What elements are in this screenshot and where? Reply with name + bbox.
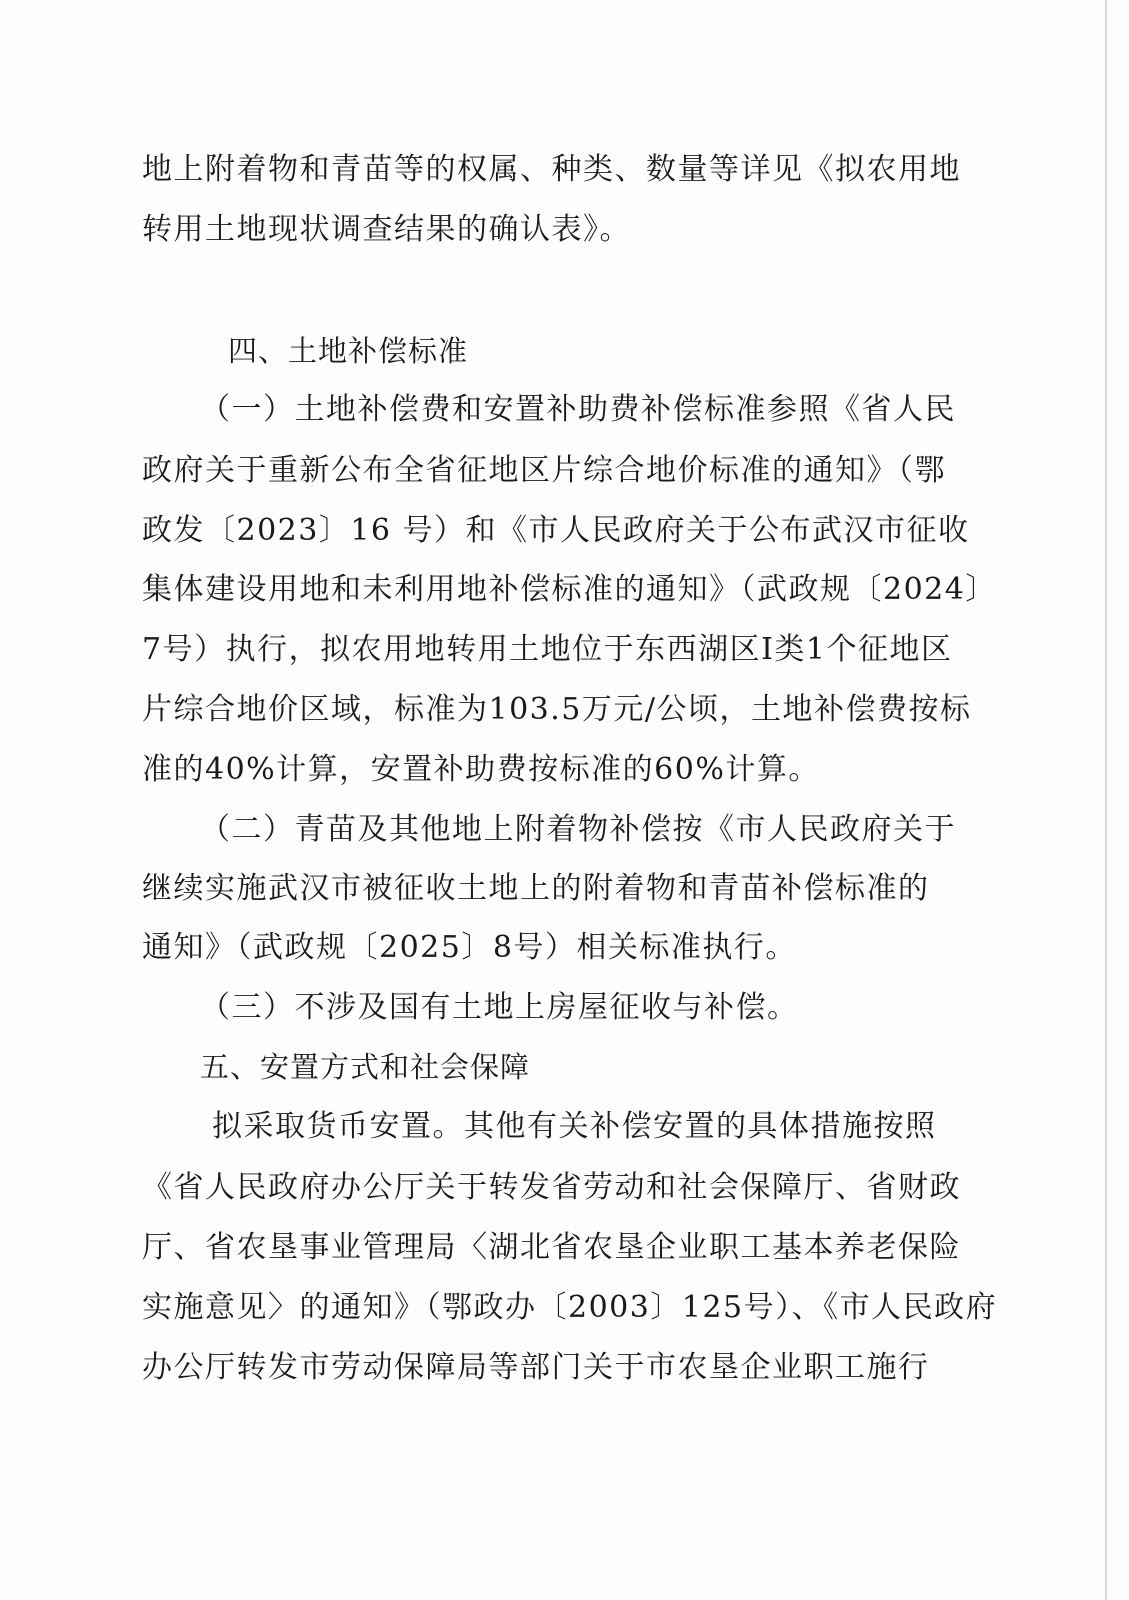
paragraph-1-line-1: 地上附着物和青苗等的权属、种类、数量等详见《拟农用地: [142, 152, 961, 187]
section-5-body-line-2: 《省人民政府办公厅关于转发省劳动和社会保障厅、省财政: [142, 1170, 961, 1205]
section-5-heading: 五、安置方式和社会保障: [200, 1050, 531, 1084]
section-5-body-line-3: 厅、省农垦事业管理局〈湖北省农垦企业职工基本养老保险: [142, 1230, 961, 1265]
section-4-heading: 四、土地补偿标准: [228, 334, 469, 368]
section-4-item-2-line-3: 通知》（武政规〔2025〕8号）相关标准执行。: [142, 930, 797, 965]
section-4-item-1-line-3: 政发〔2023〕16 号）和《市人民政府关于公布武汉市征收: [142, 513, 970, 548]
section-5-body-line-5: 办公厅转发市劳动保障局等部门关于市农垦企业职工施行: [142, 1350, 930, 1385]
section-4-item-2-line-2: 继续实施武汉市被征收土地上的附着物和青苗补偿标准的: [142, 871, 930, 906]
section-4-item-1-line-5: 7号）执行，拟农用地转用土地位于东西湖区Ⅰ类1个征地区: [142, 632, 953, 667]
section-4-item-1-line-4: 集体建设用地和未利用地补偿标准的通知》（武政规〔2024〕: [142, 572, 997, 607]
section-4-item-3-line-1: （三）不涉及国有土地上房屋征收与补偿。: [200, 990, 799, 1025]
section-4-item-1-line-7: 准的40%计算，安置补助费按标准的60%计算。: [142, 752, 820, 787]
section-4-item-1-line-1: （一）土地补偿费和安置补助费补偿标准参照《省人民: [200, 392, 956, 427]
scan-edge-divider: [1105, 0, 1107, 1600]
section-4-item-2-line-1: （二）青苗及其他地上附着物补偿按《市人民政府关于: [200, 812, 956, 847]
section-5-body-line-1: 拟采取货币安置。其他有关补偿安置的具体措施按照: [212, 1109, 937, 1144]
section-4-item-1-line-6: 片综合地价区域，标准为103.5万元/公顷，土地补偿费按标: [142, 692, 972, 727]
paragraph-1-line-2: 转用土地现状调查结果的确认表》。: [142, 212, 631, 247]
section-5-body-line-4: 实施意见〉的通知》（鄂政办〔2003〕125号）、《市人民政府: [142, 1290, 998, 1325]
section-4-item-1-line-2: 政府关于重新公布全省征地区片综合地价标准的通知》（鄂: [142, 453, 946, 488]
